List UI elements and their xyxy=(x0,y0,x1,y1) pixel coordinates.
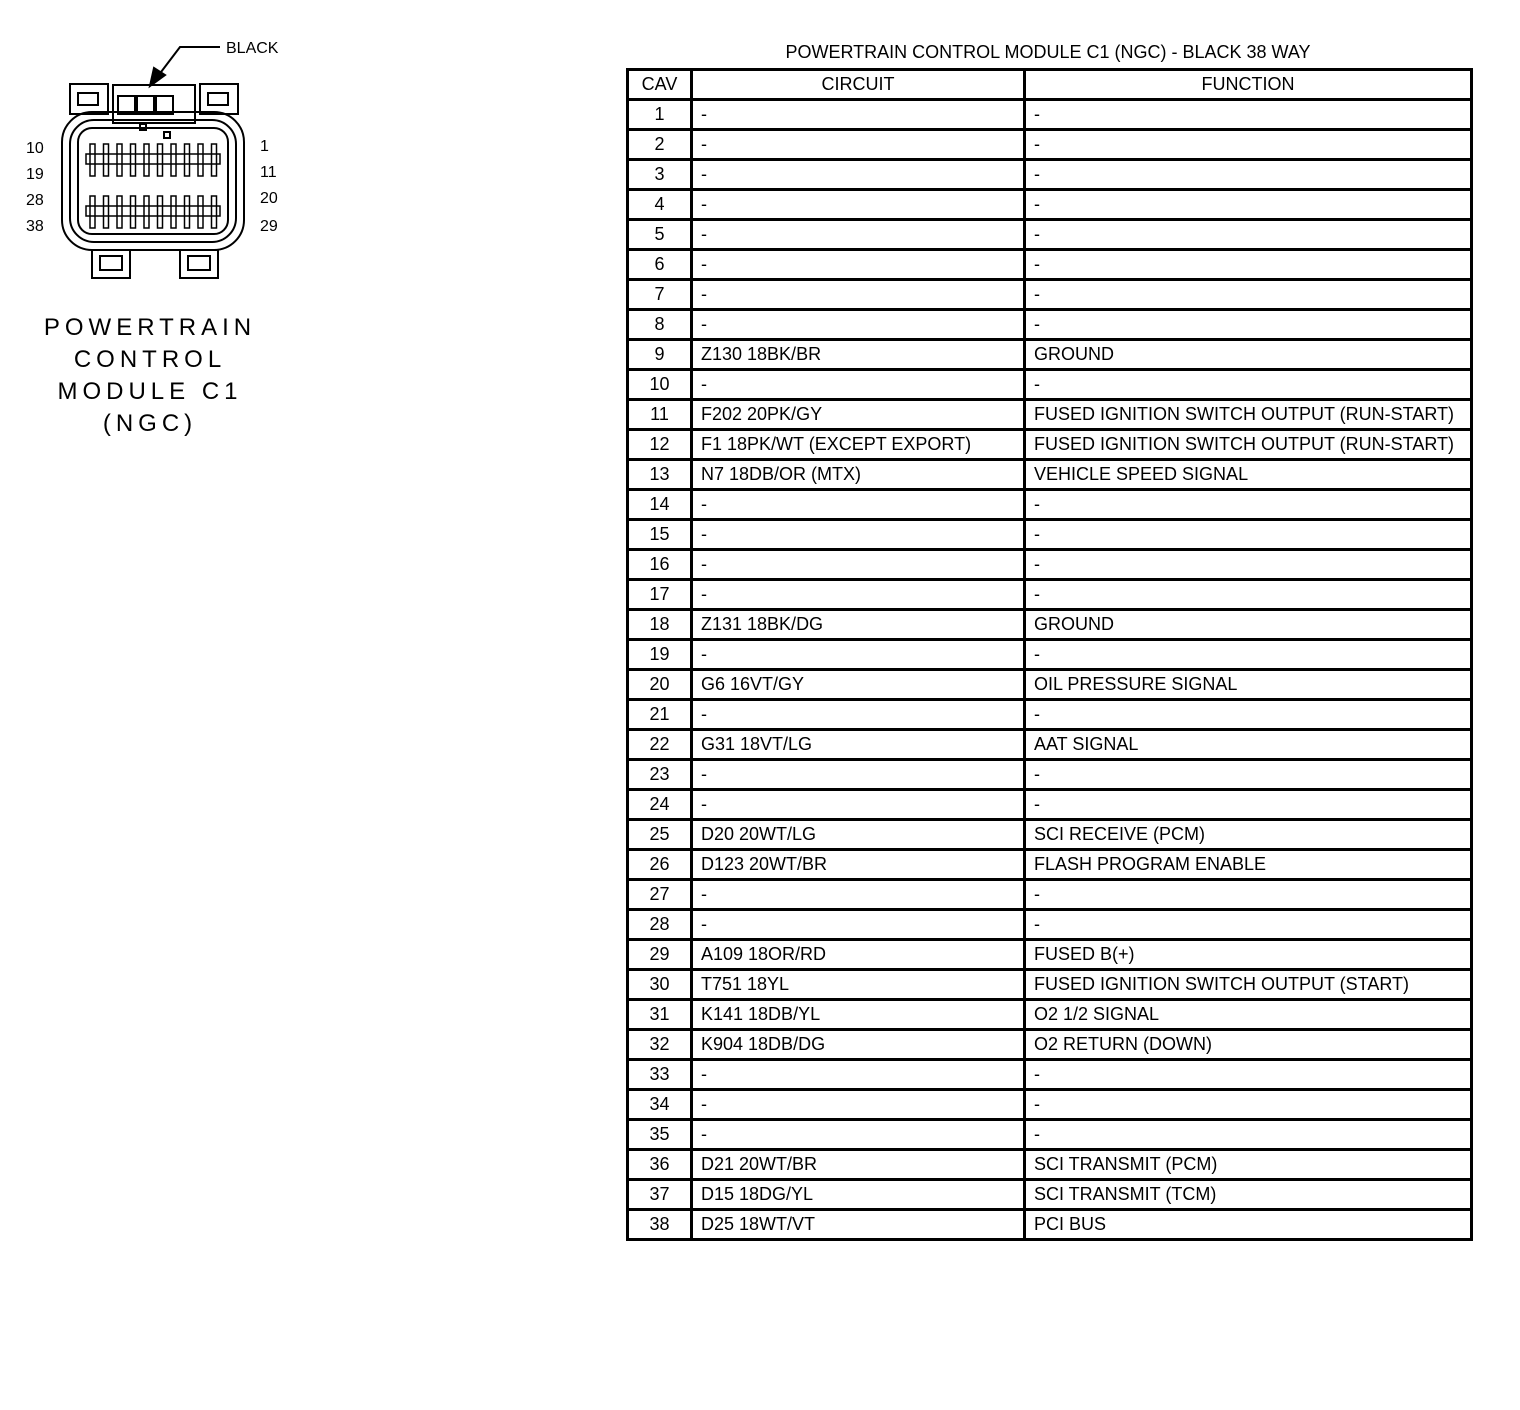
cav-cell: 29 xyxy=(628,940,692,970)
bottom-right-tab xyxy=(180,250,218,278)
table-row xyxy=(628,220,1472,250)
terminal-cavity xyxy=(144,196,149,228)
function-cell: - xyxy=(1025,310,1472,340)
cav-cell: 25 xyxy=(628,820,692,850)
table-header-row xyxy=(628,70,1472,100)
bottom-right-tab-slot xyxy=(188,256,210,270)
table-row xyxy=(628,1060,1472,1090)
terminal-cavity xyxy=(131,144,136,176)
pin-label-right-2: 11 xyxy=(260,164,277,181)
cav-cell: 36 xyxy=(628,1150,692,1180)
cav-cell: 2 xyxy=(628,130,692,160)
table-row xyxy=(628,730,1472,760)
top-left-tab-slot xyxy=(78,93,98,105)
connector-housing-inner xyxy=(78,128,228,234)
cav-cell: 19 xyxy=(628,640,692,670)
table-row xyxy=(628,250,1472,280)
circuit-cell: - xyxy=(692,280,1025,310)
function-cell: - xyxy=(1025,700,1472,730)
terminal-cavity xyxy=(131,196,136,228)
table-row xyxy=(628,130,1472,160)
header-function: FUNCTION xyxy=(1025,70,1472,100)
pin-label-left-1: 10 xyxy=(26,140,44,157)
circuit-cell: K904 18DB/DG xyxy=(692,1030,1025,1060)
pin-label-right-3: 20 xyxy=(260,190,278,207)
circuit-cell: - xyxy=(692,910,1025,940)
cav-cell: 33 xyxy=(628,1060,692,1090)
cav-cell: 13 xyxy=(628,460,692,490)
function-cell: FLASH PROGRAM ENABLE xyxy=(1025,850,1472,880)
function-cell: AAT SIGNAL xyxy=(1025,730,1472,760)
circuit-cell: T751 18YL xyxy=(692,970,1025,1000)
table-row xyxy=(628,820,1472,850)
cav-cell: 23 xyxy=(628,760,692,790)
function-cell: - xyxy=(1025,640,1472,670)
cav-cell: 3 xyxy=(628,160,692,190)
function-cell: FUSED IGNITION SWITCH OUTPUT (RUN-START) xyxy=(1025,430,1472,460)
circuit-cell: - xyxy=(692,190,1025,220)
table-row xyxy=(628,1000,1472,1030)
terminal-cavity xyxy=(144,144,149,176)
circuit-cell: - xyxy=(692,640,1025,670)
circuit-cell: G6 16VT/GY xyxy=(692,670,1025,700)
circuit-cell: - xyxy=(692,250,1025,280)
circuit-cell: D123 20WT/BR xyxy=(692,850,1025,880)
table-row xyxy=(628,880,1472,910)
table-row xyxy=(628,670,1472,700)
table-row xyxy=(628,700,1472,730)
circuit-cell: - xyxy=(692,550,1025,580)
function-cell: - xyxy=(1025,790,1472,820)
terminal-cavity xyxy=(171,196,176,228)
circuit-cell: F202 20PK/GY xyxy=(692,400,1025,430)
table-row xyxy=(628,970,1472,1000)
function-cell: FUSED B(+) xyxy=(1025,940,1472,970)
function-cell: O2 1/2 SIGNAL xyxy=(1025,1000,1472,1030)
cav-cell: 8 xyxy=(628,310,692,340)
terminal-row-1 xyxy=(86,154,220,164)
function-cell: - xyxy=(1025,220,1472,250)
cav-cell: 7 xyxy=(628,280,692,310)
circuit-cell: - xyxy=(692,160,1025,190)
function-cell: PCI BUS xyxy=(1025,1210,1472,1240)
function-cell: O2 RETURN (DOWN) xyxy=(1025,1030,1472,1060)
table-row xyxy=(628,580,1472,610)
table-row xyxy=(628,100,1472,130)
function-cell: - xyxy=(1025,1120,1472,1150)
table-row xyxy=(628,640,1472,670)
function-cell: SCI TRANSMIT (PCM) xyxy=(1025,1150,1472,1180)
cav-cell: 37 xyxy=(628,1180,692,1210)
function-cell: - xyxy=(1025,280,1472,310)
function-cell: - xyxy=(1025,1060,1472,1090)
function-cell: - xyxy=(1025,250,1472,280)
terminal-cavities xyxy=(86,144,220,228)
cav-cell: 24 xyxy=(628,790,692,820)
circuit-cell: - xyxy=(692,880,1025,910)
table-row xyxy=(628,550,1472,580)
pin-label-left-2: 19 xyxy=(26,166,44,183)
cav-cell: 14 xyxy=(628,490,692,520)
table-row xyxy=(628,280,1472,310)
table-row xyxy=(628,310,1472,340)
pin-label-right-4: 29 xyxy=(260,218,278,235)
bottom-left-tab-slot xyxy=(100,256,122,270)
circuit-cell: Z131 18BK/DG xyxy=(692,610,1025,640)
function-cell: - xyxy=(1025,1090,1472,1120)
circuit-cell: - xyxy=(692,1120,1025,1150)
cav-cell: 17 xyxy=(628,580,692,610)
function-cell: FUSED IGNITION SWITCH OUTPUT (RUN-START) xyxy=(1025,400,1472,430)
cav-cell: 21 xyxy=(628,700,692,730)
key-mark-right xyxy=(164,132,170,138)
circuit-cell: - xyxy=(692,760,1025,790)
table-row xyxy=(628,940,1472,970)
circuit-cell: D21 20WT/BR xyxy=(692,1150,1025,1180)
cav-cell: 9 xyxy=(628,340,692,370)
terminal-cavity xyxy=(198,144,203,176)
circuit-cell: N7 18DB/OR (MTX) xyxy=(692,460,1025,490)
terminal-cavity xyxy=(185,144,190,176)
terminal-cavity xyxy=(104,196,109,228)
terminal-cavity xyxy=(90,144,95,176)
table-row xyxy=(628,1210,1472,1240)
function-cell: SCI RECEIVE (PCM) xyxy=(1025,820,1472,850)
circuit-cell: - xyxy=(692,520,1025,550)
table-row xyxy=(628,430,1472,460)
table-row xyxy=(628,1030,1472,1060)
cav-cell: 6 xyxy=(628,250,692,280)
circuit-cell: A109 18OR/RD xyxy=(692,940,1025,970)
circuit-cell: - xyxy=(692,370,1025,400)
cav-cell: 4 xyxy=(628,190,692,220)
terminal-cavity xyxy=(171,144,176,176)
connector-color-label: BLACK xyxy=(226,40,279,57)
circuit-cell: - xyxy=(692,220,1025,250)
pinout-body xyxy=(628,100,1472,1240)
bottom-left-tab xyxy=(92,250,130,278)
table-row xyxy=(628,460,1472,490)
cav-cell: 10 xyxy=(628,370,692,400)
top-right-tab xyxy=(200,84,238,114)
table-row xyxy=(628,1150,1472,1180)
function-cell: GROUND xyxy=(1025,610,1472,640)
cav-cell: 5 xyxy=(628,220,692,250)
function-cell: FUSED IGNITION SWITCH OUTPUT (START) xyxy=(1025,970,1472,1000)
function-cell: - xyxy=(1025,130,1472,160)
function-cell: SCI TRANSMIT (TCM) xyxy=(1025,1180,1472,1210)
cav-cell: 20 xyxy=(628,670,692,700)
function-cell: - xyxy=(1025,880,1472,910)
module-name: POWERTRAIN CONTROL MODULE C1 (NGC) xyxy=(43,314,257,437)
terminal-row-2 xyxy=(86,206,220,216)
cav-cell: 18 xyxy=(628,610,692,640)
table-row xyxy=(628,790,1472,820)
table-row xyxy=(628,850,1472,880)
circuit-cell: - xyxy=(692,100,1025,130)
circuit-cell: - xyxy=(692,1060,1025,1090)
table-row xyxy=(628,400,1472,430)
terminal-cavity xyxy=(117,196,122,228)
table-row xyxy=(628,490,1472,520)
pin-label-left-3: 28 xyxy=(26,192,44,209)
table-row xyxy=(628,160,1472,190)
table-row xyxy=(628,1090,1472,1120)
cav-cell: 31 xyxy=(628,1000,692,1030)
function-cell: - xyxy=(1025,580,1472,610)
circuit-cell: D15 18DG/YL xyxy=(692,1180,1025,1210)
function-cell: OIL PRESSURE SIGNAL xyxy=(1025,670,1472,700)
terminal-cavity xyxy=(185,196,190,228)
cav-cell: 11 xyxy=(628,400,692,430)
cav-cell: 30 xyxy=(628,970,692,1000)
terminal-cavity xyxy=(90,196,95,228)
terminal-cavity xyxy=(198,196,203,228)
table-title: POWERTRAIN CONTROL MODULE C1 (NGC) - BLACK 38 WAY xyxy=(785,42,1311,62)
function-cell: - xyxy=(1025,190,1472,220)
header-cav: CAV xyxy=(628,70,692,100)
circuit-cell: Z130 18BK/BR xyxy=(692,340,1025,370)
cav-cell: 22 xyxy=(628,730,692,760)
table-row xyxy=(628,610,1472,640)
circuit-cell: - xyxy=(692,490,1025,520)
cav-cell: 27 xyxy=(628,880,692,910)
circuit-cell: - xyxy=(692,700,1025,730)
callout-line xyxy=(158,47,220,76)
header-circuit: CIRCUIT xyxy=(692,70,1025,100)
cav-cell: 26 xyxy=(628,850,692,880)
function-cell: - xyxy=(1025,520,1472,550)
circuit-cell: - xyxy=(692,1090,1025,1120)
pin-label-left-4: 38 xyxy=(26,218,44,235)
table-row xyxy=(628,760,1472,790)
cav-cell: 34 xyxy=(628,1090,692,1120)
circuit-cell: D20 20WT/LG xyxy=(692,820,1025,850)
cav-cell: 1 xyxy=(628,100,692,130)
pin-label-right-1: 1 xyxy=(260,138,269,155)
table-row xyxy=(628,910,1472,940)
terminal-cavity xyxy=(104,144,109,176)
table-row xyxy=(628,520,1472,550)
function-cell: - xyxy=(1025,100,1472,130)
function-cell: - xyxy=(1025,550,1472,580)
circuit-cell: G31 18VT/LG xyxy=(692,730,1025,760)
circuit-cell: - xyxy=(692,790,1025,820)
function-cell: GROUND xyxy=(1025,340,1472,370)
terminal-cavity xyxy=(158,196,163,228)
circuit-cell: - xyxy=(692,130,1025,160)
cav-cell: 15 xyxy=(628,520,692,550)
function-cell: - xyxy=(1025,370,1472,400)
connector-housing-outer xyxy=(62,112,244,250)
function-cell: - xyxy=(1025,910,1472,940)
terminal-cavity xyxy=(212,144,217,176)
top-right-tab-slot xyxy=(208,93,228,105)
function-cell: - xyxy=(1025,160,1472,190)
connector-drawing xyxy=(0,0,330,300)
cav-cell: 16 xyxy=(628,550,692,580)
table-row xyxy=(628,1120,1472,1150)
circuit-cell: F1 18PK/WT (EXCEPT EXPORT) xyxy=(692,430,1025,460)
table-row xyxy=(628,340,1472,370)
cav-cell: 38 xyxy=(628,1210,692,1240)
circuit-cell: - xyxy=(692,310,1025,340)
table-row xyxy=(628,1180,1472,1210)
circuit-cell: D25 18WT/VT xyxy=(692,1210,1025,1240)
cav-cell: 35 xyxy=(628,1120,692,1150)
table-row xyxy=(628,190,1472,220)
terminal-cavity xyxy=(117,144,122,176)
function-cell: VEHICLE SPEED SIGNAL xyxy=(1025,460,1472,490)
function-cell: - xyxy=(1025,490,1472,520)
terminal-cavity xyxy=(212,196,217,228)
terminal-cavity xyxy=(158,144,163,176)
cav-cell: 28 xyxy=(628,910,692,940)
table-row xyxy=(628,370,1472,400)
function-cell: - xyxy=(1025,760,1472,790)
top-left-tab xyxy=(70,84,108,114)
cav-cell: 32 xyxy=(628,1030,692,1060)
circuit-cell: - xyxy=(692,580,1025,610)
connector-diagram xyxy=(0,0,330,450)
cav-cell: 12 xyxy=(628,430,692,460)
pinout-table xyxy=(626,68,1473,1241)
circuit-cell: K141 18DB/YL xyxy=(692,1000,1025,1030)
